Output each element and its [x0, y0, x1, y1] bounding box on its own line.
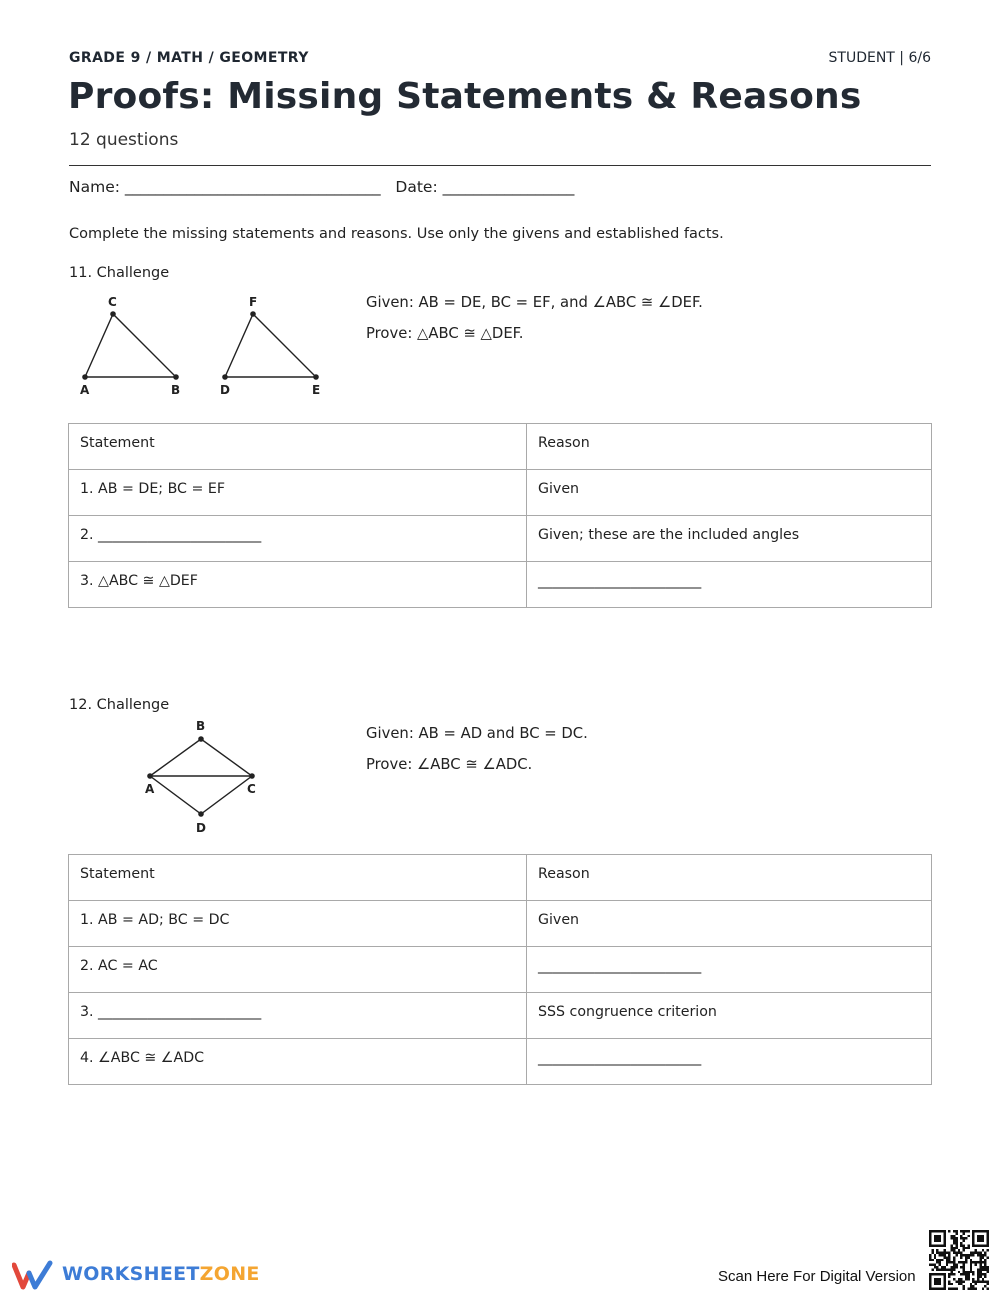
- reason-blank[interactable]: _______________________: [527, 947, 932, 993]
- question-12-kite-figure: [130, 715, 280, 840]
- label-b: B: [196, 719, 206, 733]
- reason-header: Reason: [527, 424, 932, 470]
- triangle-def-shape: [225, 314, 316, 377]
- point-d: [222, 374, 228, 380]
- label-d: D: [220, 383, 230, 397]
- label-b: B: [171, 383, 181, 397]
- point-c: [110, 311, 116, 317]
- point-a: [82, 374, 88, 380]
- reason-cell: SSS congruence criterion: [527, 993, 932, 1039]
- table-row: [69, 470, 932, 516]
- page-title: Proofs: Missing Statements & Reasons: [68, 76, 862, 117]
- question-12-given: Given: AB = AD and BC = DC.: [366, 725, 588, 742]
- instructions: Complete the missing statements and reasons. Use only the givens and established facts.: [69, 226, 724, 242]
- question-11-triangles-figure: [70, 290, 340, 402]
- table-row: [69, 993, 932, 1039]
- statement-cell: 3. △ABC ≅ △DEF: [69, 562, 527, 608]
- label-f: F: [249, 295, 258, 309]
- point-c: [249, 773, 255, 779]
- label-a: A: [80, 383, 90, 397]
- statement-header: Statement: [69, 424, 527, 470]
- point-a: [147, 773, 153, 779]
- student-page-label: STUDENT | 6/6: [828, 50, 931, 66]
- reason-cell: Given: [527, 470, 932, 516]
- reason-cell: Given: [527, 901, 932, 947]
- table-row: [69, 901, 932, 947]
- table-row: [69, 562, 932, 608]
- header-divider: [69, 165, 931, 166]
- question-11-given: Given: AB = DE, BC = EF, and ∠ABC ≅ ∠DEF.: [366, 294, 703, 311]
- label-d: D: [196, 821, 206, 835]
- table-row: [69, 516, 932, 562]
- brand-part-worksheet: WORKSHEET: [62, 1263, 200, 1285]
- breadcrumb: GRADE 9 / MATH / GEOMETRY: [69, 50, 309, 66]
- brand-name: [62, 1263, 260, 1285]
- statement-header: Statement: [69, 855, 527, 901]
- reason-blank[interactable]: _______________________: [527, 1039, 932, 1085]
- reason-header: Reason: [527, 855, 932, 901]
- table-row: [69, 1039, 932, 1085]
- label-e: E: [312, 383, 321, 397]
- label-c: C: [108, 295, 117, 309]
- reason-cell: Given; these are the included angles: [527, 516, 932, 562]
- question-11-prove: Prove: △ABC ≅ △DEF.: [366, 325, 524, 342]
- statement-blank[interactable]: 2. _______________________: [69, 516, 527, 562]
- statement-cell: 1. AB = DE; BC = EF: [69, 470, 527, 516]
- brand-part-zone: ZONE: [199, 1263, 260, 1285]
- question-12-label: 12. Challenge: [69, 697, 170, 713]
- table-row: [69, 947, 932, 993]
- point-e: [313, 374, 319, 380]
- scan-instruction: Scan Here For Digital Version: [718, 1268, 916, 1285]
- statement-blank[interactable]: 3. _______________________: [69, 993, 527, 1039]
- statement-cell: 2. AC = AC: [69, 947, 527, 993]
- triangle-abc-shape: [85, 314, 176, 377]
- point-f: [250, 311, 256, 317]
- question-11-label: 11. Challenge: [69, 265, 170, 281]
- statement-cell: 4. ∠ABC ≅ ∠ADC: [69, 1039, 527, 1085]
- question-12-prove: Prove: ∠ABC ≅ ∠ADC.: [366, 756, 533, 773]
- question-12-proof-table: [68, 854, 932, 1085]
- question-11-proof-table: [68, 423, 932, 608]
- statement-cell: 1. AB = AD; BC = DC: [69, 901, 527, 947]
- table-header-row: [69, 424, 932, 470]
- question-count: 12 questions: [69, 130, 179, 150]
- qr-code-icon[interactable]: [929, 1230, 989, 1290]
- worksheetzone-logo-icon: [12, 1259, 56, 1291]
- point-b: [198, 736, 204, 742]
- reason-blank[interactable]: _______________________: [527, 562, 932, 608]
- label-c: C: [247, 782, 256, 796]
- point-d: [198, 811, 204, 817]
- name-date-line: Name: _________________________________ Date: _________________: [69, 178, 575, 196]
- table-header-row: [69, 855, 932, 901]
- label-a: A: [145, 782, 155, 796]
- point-b: [173, 374, 179, 380]
